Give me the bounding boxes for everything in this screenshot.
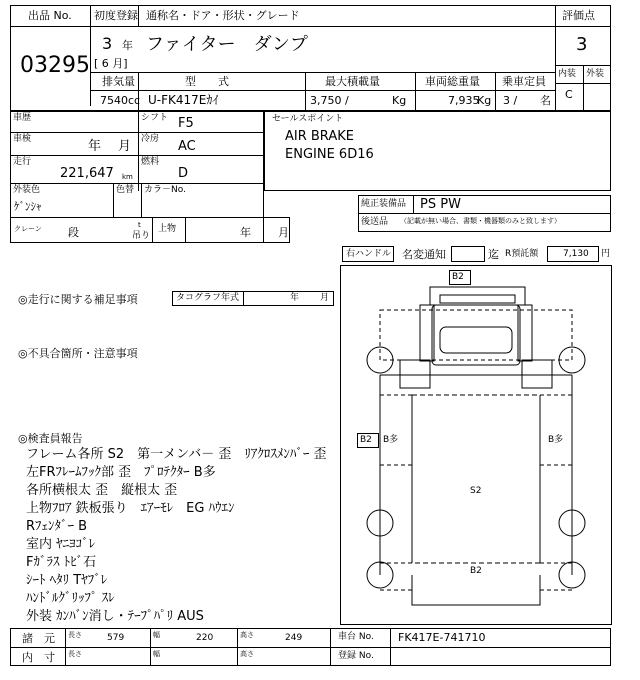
gross-label: 車両総重量 [425, 75, 480, 88]
height-label: 高さ [240, 631, 254, 639]
report-line: 室内 ﾔﾆﾖｺﾞﾚ [26, 537, 96, 552]
model-label: 型 式 [185, 75, 229, 88]
upper-body-year: 年 [240, 226, 251, 239]
inspection-label: 車検 [13, 134, 32, 144]
inner-dims-label: 内 寸 [22, 651, 55, 664]
chassis-label: 車台 No. [338, 632, 374, 642]
lot-number: 03295 [20, 53, 90, 78]
mileage-value: 221,647 [60, 166, 114, 181]
section-defects: ◎不具合箇所・注意事項 [18, 347, 138, 360]
length-label-inner: 長さ [68, 650, 82, 658]
score-label: 評価点 [562, 9, 595, 22]
height-value: 249 [285, 633, 303, 643]
model-value: U-FK417Eｶｲ [148, 93, 219, 107]
sales-point-2: ENGINE 6D16 [285, 147, 374, 162]
fuel-label: 燃料 [141, 157, 160, 167]
gross-value: 7,935 [448, 94, 480, 107]
damage-left-box: B2 [360, 435, 372, 445]
ac-label: 冷房 [141, 134, 160, 144]
reg-year: 3 [102, 34, 113, 53]
length-value: 579 [107, 633, 125, 643]
damage-center: S2 [470, 486, 482, 496]
section-inspector-report: ◎検査員報告 [18, 432, 83, 445]
capacity-label: 乗車定員 [502, 75, 546, 88]
reg-label: 初度登録 [94, 9, 138, 22]
ac-value: AC [178, 139, 196, 154]
tachograph-month: 月 [320, 293, 330, 303]
history-label: 車歴 [13, 113, 32, 123]
reg-year-unit: 年 [122, 39, 133, 52]
report-line: 上物ﾌﾛｱ 鉄板張り ｴｱｰﾓﾚ EG ﾊｳｴﾝ [26, 501, 235, 516]
retrofit-note: （記載が無い場合、書類・機器類のみと致します） [400, 217, 561, 225]
km-unit: km [122, 173, 133, 181]
width-label-inner: 幅 [153, 650, 160, 658]
inspection-month: 月 [118, 139, 132, 154]
displacement-value: 7540 [100, 94, 128, 107]
height-label-inner: 高さ [240, 650, 254, 658]
damage-left: B多 [383, 435, 399, 445]
name-change-unit: 迄 [488, 248, 499, 261]
capacity-unit: 名 [540, 94, 551, 107]
crane-stage: 段 [68, 226, 79, 239]
recycle-yen: 円 [601, 249, 611, 259]
capacity-value: 3 / [503, 94, 518, 107]
report-line: 外装 ｶﾝﾊﾞﾝ消し・ﾃｰﾌﾟﾊﾟﾘ AUS [26, 609, 204, 624]
report-line: ﾊﾝﾄﾞﾙｸﾞﾘｯﾌﾟ ｽﾚ [26, 591, 115, 606]
retrofit-label: 後送品 [361, 217, 389, 227]
equipment-value: PS PW [420, 197, 461, 212]
length-label: 長さ [68, 631, 82, 639]
reg-month: [ 6 月] [94, 57, 128, 70]
report-line: Fｶﾞﾗｽ ﾄﾋﾞ石 [26, 555, 97, 570]
sales-point-1: AIR BRAKE [285, 129, 354, 144]
damage-front: B2 [452, 272, 464, 282]
load-value: 3,750 / [310, 94, 349, 107]
name-change-box [451, 246, 485, 262]
dims-label: 諸 元 [22, 632, 55, 645]
color-change-label: 色替 [116, 185, 135, 195]
report-line: 左FRﾌﾚｰﾑﾌｯｸ部 歪 ﾌﾟﾛﾃｸﾀｰ B多 [26, 465, 216, 480]
color-number-label: カラ－No. [144, 185, 186, 195]
report-line: 各所横根太 歪 縦根太 歪 [26, 483, 178, 498]
recycle-label: R預託額 [505, 249, 539, 259]
interior-label: 内装 [558, 69, 577, 79]
name-label: 通称名・ドア・形状・グレード [146, 9, 300, 22]
equipment-label: 純正装備品 [361, 199, 407, 209]
color-label: 外装色 [13, 185, 41, 195]
inspection-year: 年 [88, 139, 102, 154]
shift-value: F5 [178, 116, 194, 131]
score-value: 3 [576, 34, 588, 55]
registration-label: 登録 No. [338, 651, 374, 661]
name-change-label: 名変通知 [402, 248, 446, 261]
color-value: ｹﾞﾝｼｬ [14, 200, 42, 213]
crane-ton: t [138, 221, 141, 229]
report-line: フレーム各所 S2 第一メンバ－ 歪 ﾘｱｸﾛｽﾒﾝﾊﾞｰ 歪 [26, 447, 327, 462]
crane-label: クレーン [14, 225, 42, 233]
lot-label: 出品 No. [28, 9, 72, 22]
tachograph-year: 年 [290, 293, 300, 303]
width-label: 幅 [153, 631, 160, 639]
report-line: Rﾌｪﾝﾀﾞｰ B [26, 519, 88, 534]
recycle-value: 7,130 [563, 249, 589, 259]
exterior-label: 外装 [586, 69, 605, 79]
displacement-label: 排気量 [102, 75, 135, 88]
report-line: ｼｰﾄ ﾍﾀﾘ Tﾔﾌﾞﾚ [26, 573, 108, 588]
width-value: 220 [196, 633, 214, 643]
cc-unit: cc [128, 94, 141, 107]
fuel-value: D [178, 166, 189, 181]
crane-lift: 吊り [132, 231, 151, 241]
upper-body-month: 月 [278, 226, 289, 239]
mileage-label: 走行 [13, 157, 32, 167]
interior-grade: C [565, 88, 573, 101]
tachograph-label: タコグラフ年式 [176, 293, 240, 303]
chassis-value: FK417E-741710 [398, 631, 486, 644]
load-kg: Kg [392, 94, 407, 107]
damage-right: B多 [548, 435, 564, 445]
damage-rear: B2 [470, 566, 482, 576]
car-name: ファイター ダンプ [146, 34, 308, 55]
upper-body-label: 上物 [158, 224, 177, 234]
load-label: 最大積載量 [325, 75, 380, 88]
shift-label: シフト [141, 113, 169, 123]
rh-drive: 右ハンドル [346, 249, 392, 259]
section-driving-notes: ◎走行に関する補足事項 [18, 293, 138, 306]
sales-point-label: セールスポイント [272, 114, 344, 124]
gross-kg: Kg [477, 94, 492, 107]
